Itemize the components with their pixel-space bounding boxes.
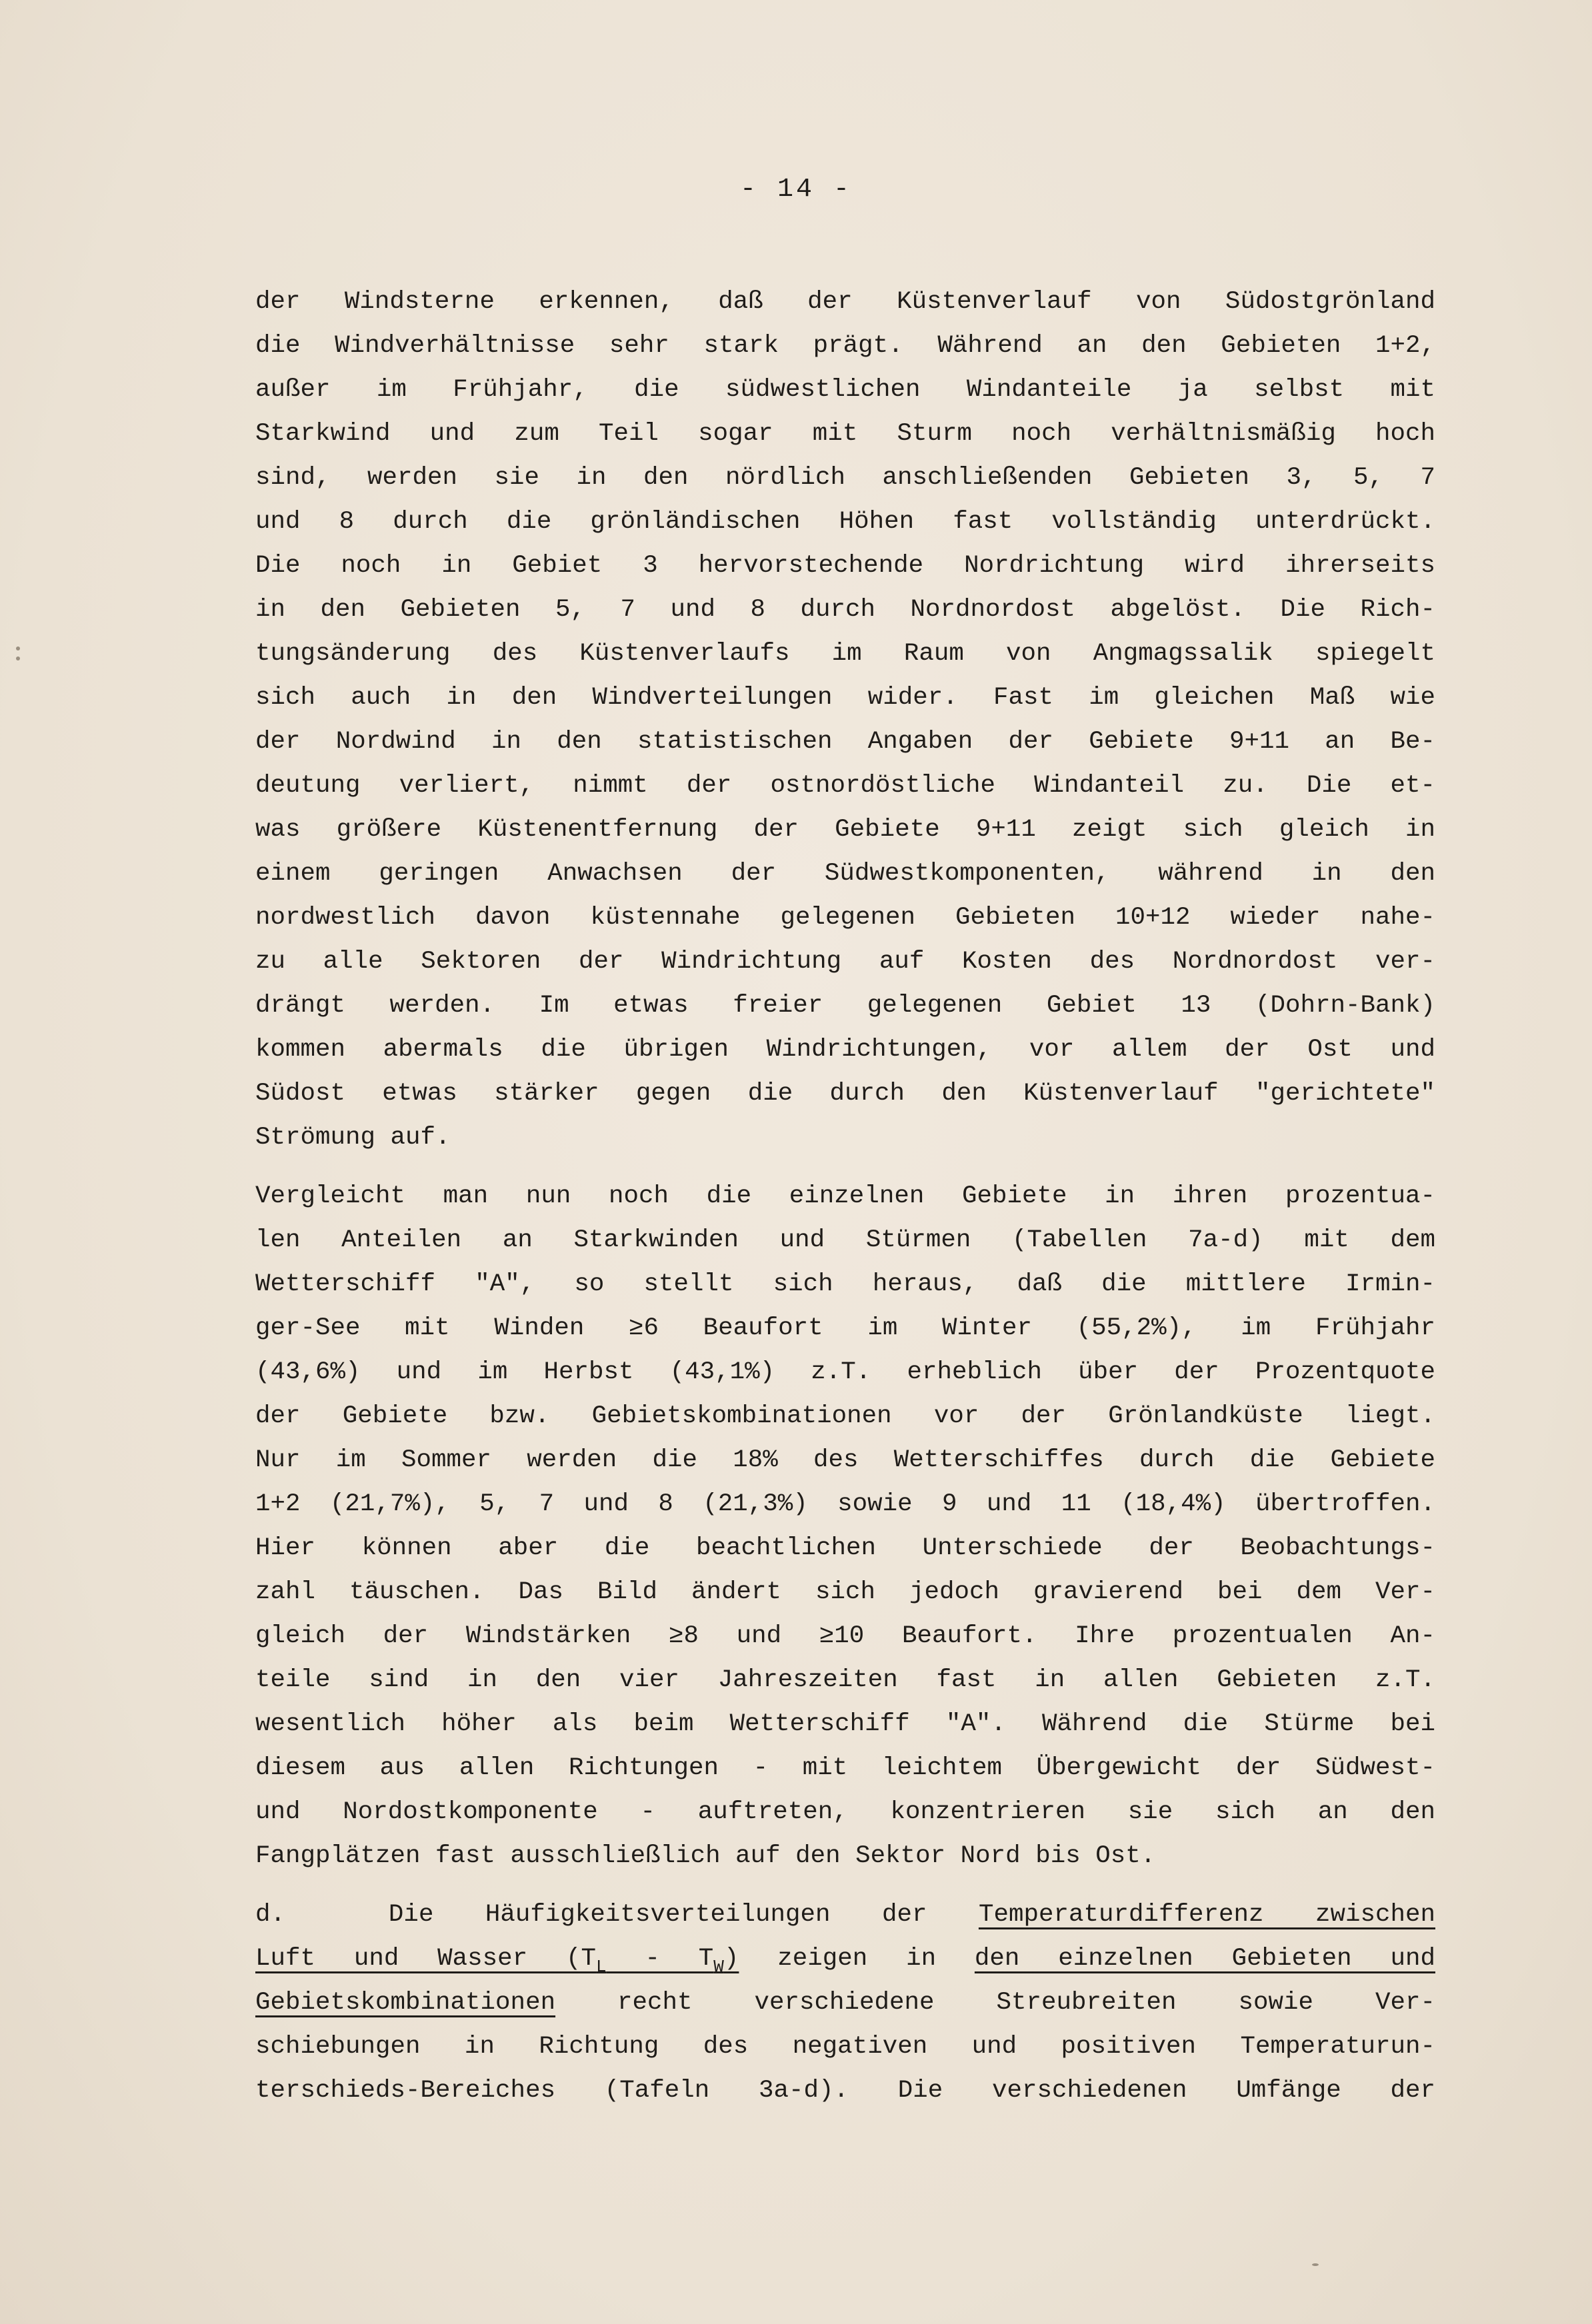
text-line: und Nordostkomponente - auftreten, konzentrieren sie sich an den — [255, 1798, 1435, 1826]
text-line: Starkwind und zum Teil sogar mit Sturm noch verhältnismäßig hoch — [255, 420, 1435, 448]
text-line: die Windverhältnisse sehr stark prägt. Während an den Gebieten 1+2, — [255, 332, 1435, 360]
body-text — [255, 280, 1435, 2113]
underlined-text: Temperaturdifferenz zwischen — [978, 1901, 1435, 1929]
text-line: deutung verliert, nimmt der ostnordöstliche Windanteil zu. Die et- — [255, 772, 1435, 800]
text-line: (43,6%) und im Herbst (43,1%) z.T. erheblich über der Prozentquote — [255, 1358, 1435, 1386]
text-line: sich auch in den Windverteilungen wider. Fast im gleichen Maß wie — [255, 684, 1435, 712]
text-line: 1+2 (21,7%), 5, 7 und 8 (21,3%) sowie 9 und 11 (18,4%) übertroffen. — [255, 1490, 1435, 1518]
paragraph-gap — [255, 1160, 1435, 1174]
text-line: ger-See mit Winden ≥6 Beaufort im Winter (55,2%), im Frühjahr — [255, 1314, 1435, 1342]
text-line: außer im Frühjahr, die südwestlichen Windanteile ja selbst mit — [255, 376, 1435, 404]
text-line: schiebungen in Richtung des negativen und positiven Temperaturun- — [255, 2033, 1435, 2061]
text-line: Hier können aber die beachtlichen Unterschiede der Beobachtungs- — [255, 1534, 1435, 1562]
underlined-text — [255, 1945, 739, 1977]
text-line — [255, 1937, 1435, 1981]
plain-text: recht verschiedene Streubreiten sowie Ver- — [555, 1989, 1435, 2017]
underlined-text: Gebietskombinationen — [255, 1989, 556, 2017]
scan-speck — [16, 646, 20, 650]
text-line: Strömung auf. — [255, 1124, 451, 1152]
subscript-l: L — [596, 1957, 607, 1977]
underlined-text-part: ) — [723, 1945, 739, 1973]
text-line: zu alle Sektoren der Windrichtung auf Kosten des Nordnordost ver- — [255, 948, 1435, 976]
scan-speck — [16, 656, 20, 660]
paragraph-gap — [255, 1878, 1435, 1893]
text-line: Südost etwas stärker gegen die durch den Küstenverlauf "gerichtete" — [255, 1080, 1435, 1108]
text-line: gleich der Windstärken ≥8 und ≥10 Beaufort. Ihre prozentualen An- — [255, 1622, 1435, 1650]
text-line: einem geringen Anwachsen der Südwestkomponenten, während in den — [255, 860, 1435, 888]
text-line: tungsänderung des Küstenverlaufs im Raum von Angmagssalik spiegelt — [255, 640, 1435, 668]
paragraph-2 — [255, 1174, 1435, 1878]
text-line: in den Gebieten 5, 7 und 8 durch Nordnordost abgelöst. Die Rich- — [255, 596, 1435, 624]
section-d-line1-prefix: d. Die Häufigkeitsverteilungen der — [255, 1901, 979, 1929]
text-line: drängt werden. Im etwas freier gelegenen Gebiet 13 (Dohrn-Bank) — [255, 992, 1435, 1020]
text-line: was größere Küstenentfernung der Gebiete 9+11 zeigt sich gleich in — [255, 816, 1435, 844]
text-line: nordwestlich davon küstennahe gelegenen Gebieten 10+12 wieder nahe- — [255, 904, 1435, 932]
page-number: - 14 - — [739, 175, 853, 205]
text-line: und 8 durch die grönländischen Höhen fast vollständig unterdrückt. — [255, 508, 1435, 536]
text-line: der Windsterne erkennen, daß der Küstenverlauf von Südostgrönland — [255, 288, 1435, 316]
underlined-text-part: Luft und Wasser (T — [255, 1945, 597, 1973]
paragraph-1 — [255, 280, 1435, 1160]
text-line: kommen abermals die übrigen Windrichtungen, vor allem der Ost und — [255, 1036, 1435, 1064]
text-line: terschieds-Bereiches (Tafeln 3a-d). Die verschiedenen Umfänge der — [255, 2077, 1435, 2105]
text-line — [255, 1981, 1435, 2025]
text-line: Die noch in Gebiet 3 hervorstechende Nordrichtung wird ihrerseits — [255, 552, 1435, 580]
underlined-text-part: - T — [606, 1945, 714, 1973]
text-line: Fangplätzen fast ausschließlich auf den Sektor Nord bis Ost. — [255, 1842, 1156, 1870]
text-line: teile sind in den vier Jahreszeiten fast in allen Gebieten z.T. — [255, 1666, 1435, 1694]
text-line — [255, 1893, 1435, 1937]
text-line: sind, werden sie in den nördlich anschließenden Gebieten 3, 5, 7 — [255, 464, 1435, 492]
text-line: Nur im Sommer werden die 18% des Wetterschiffes durch die Gebiete — [255, 1446, 1435, 1474]
plain-text: zeigen in — [739, 1945, 975, 1973]
subscript-w: W — [713, 1957, 724, 1977]
underlined-text: den einzelnen Gebieten und — [974, 1945, 1435, 1973]
text-line: len Anteilen an Starkwinden und Stürmen (Tabellen 7a-d) mit dem — [255, 1226, 1435, 1254]
text-line: der Gebiete bzw. Gebietskombinationen vor der Grönlandküste liegt. — [255, 1402, 1435, 1430]
section-d — [255, 1893, 1435, 2113]
text-line: wesentlich höher als beim Wetterschiff "A". Während die Stürme bei — [255, 1710, 1435, 1738]
scan-speck — [1312, 2263, 1319, 2266]
text-line: Vergleicht man nun noch die einzelnen Gebiete in ihren prozentua- — [255, 1182, 1435, 1210]
text-line: Wetterschiff "A", so stellt sich heraus, daß die mittlere Irmin- — [255, 1270, 1435, 1298]
text-line: der Nordwind in den statistischen Angaben der Gebiete 9+11 an Be- — [255, 728, 1435, 756]
text-line: diesem aus allen Richtungen - mit leichtem Übergewicht der Südwest- — [255, 1754, 1435, 1782]
text-line: zahl täuschen. Das Bild ändert sich jedoch gravierend bei dem Ver- — [255, 1578, 1435, 1606]
